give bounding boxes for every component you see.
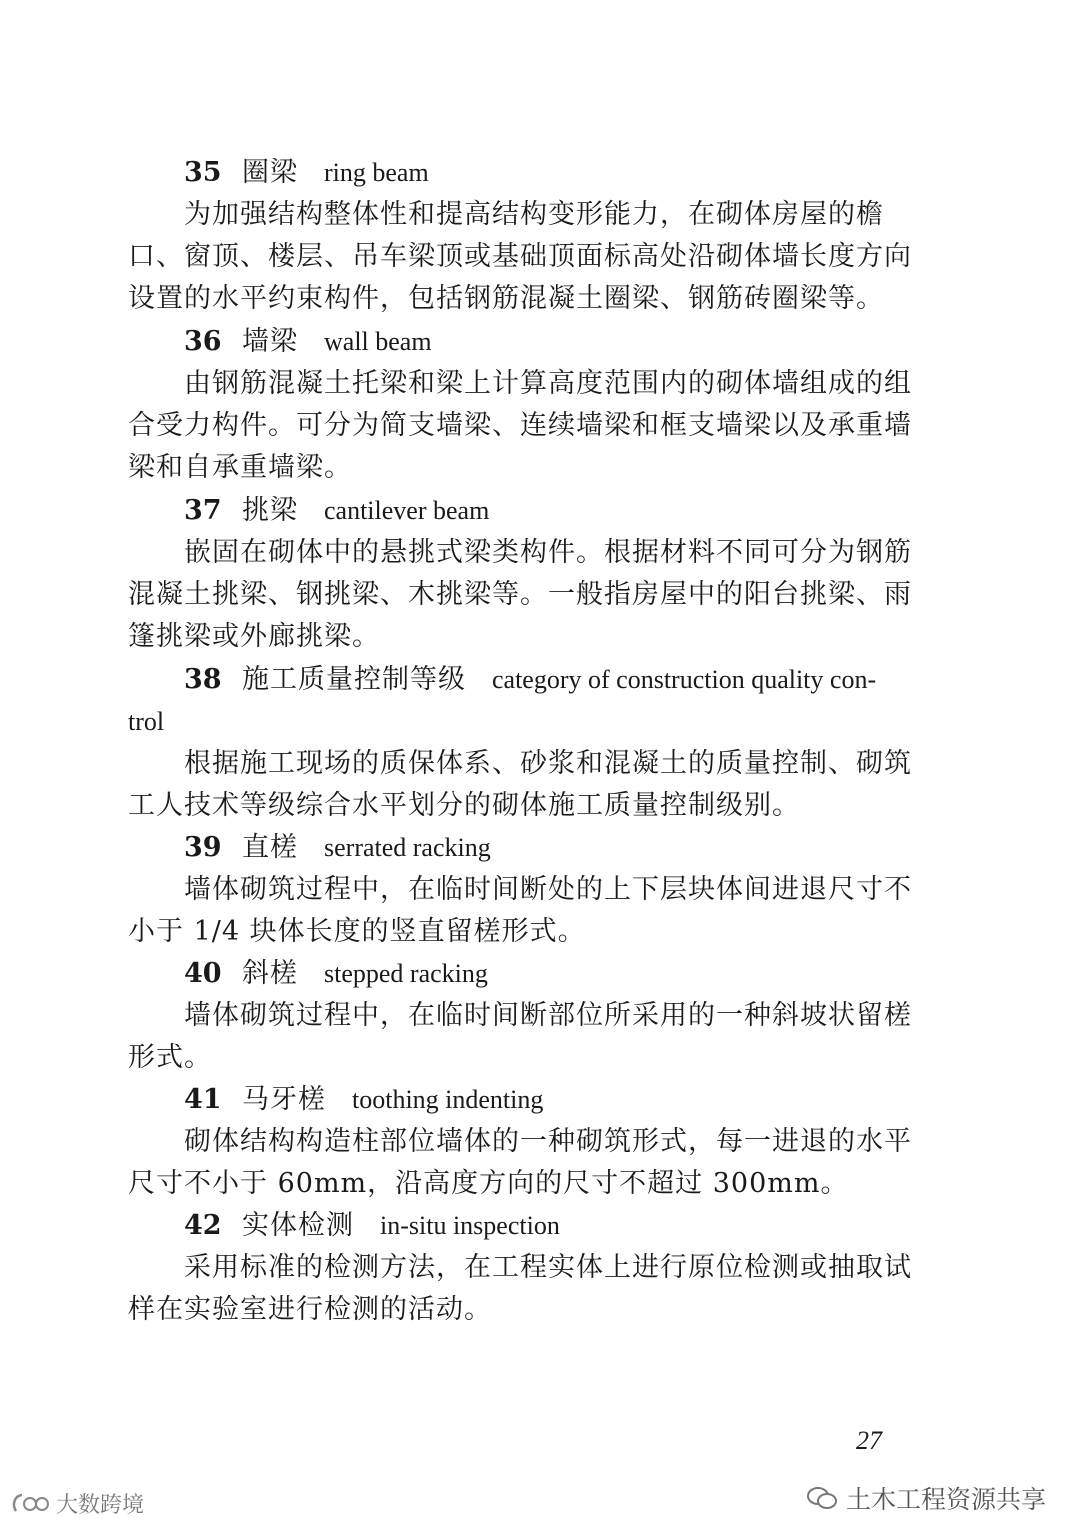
term-number: 35	[184, 157, 222, 188]
definition-line: 混凝土挑梁、钢挑梁、木挑梁等。一般指房屋中的阳台挑梁、雨	[128, 579, 912, 610]
term-number: 41	[184, 1084, 222, 1115]
definition-line: 由钢筋混凝土托梁和梁上计算高度范围内的砌体墙组成的组	[184, 368, 912, 399]
term-heading	[184, 494, 489, 528]
definition-line: 合受力构件。可分为简支墙梁、连续墙梁和框支墙梁以及承重墙	[128, 410, 912, 441]
brand-logo-icon	[10, 1491, 50, 1517]
term-english: ring beam	[324, 158, 429, 187]
definition-line: 样在实验室进行检测的活动。	[128, 1294, 492, 1325]
term-heading	[184, 156, 429, 190]
term-chinese: 马牙槎	[242, 1084, 326, 1115]
definition-line: 墙体砌筑过程中，在临时间断处的上下层块体间进退尺寸不	[184, 874, 912, 905]
definition-line: 工人技术等级综合水平划分的砌体施工质量控制级别。	[128, 790, 800, 821]
definition-line: 形式。	[128, 1042, 212, 1073]
definition-line: 砌体结构构造柱部位墙体的一种砌筑形式，每一进退的水平	[184, 1126, 912, 1157]
term-number: 42	[184, 1210, 222, 1241]
definition-line: 小于 1/4 块体长度的竖直留槎形式。	[128, 916, 586, 947]
term-english: in-situ inspection	[380, 1211, 560, 1240]
term-number: 38	[184, 664, 222, 695]
definition-line: 设置的水平约束构件，包括钢筋混凝土圈梁、钢筋砖圈梁等。	[128, 283, 884, 314]
term-english: category of construction quality con-	[492, 665, 877, 694]
watermark-brand	[10, 1488, 144, 1519]
term-english: wall beam	[324, 327, 432, 356]
term-heading	[184, 1083, 543, 1117]
term-english: serrated racking	[324, 833, 491, 862]
term-number: 37	[184, 495, 222, 526]
term-chinese: 实体检测	[242, 1210, 354, 1241]
definition-line: 口、窗顶、楼层、吊车梁顶或基础顶面标高处沿砌体墙长度方向	[128, 241, 912, 272]
term-heading	[184, 325, 432, 359]
term-english: cantilever beam	[324, 496, 490, 525]
watermark-source	[806, 1480, 1046, 1516]
definition-line: 嵌固在砌体中的悬挑式梁类构件。根据材料不同可分为钢筋	[184, 537, 912, 568]
definition-line: 根据施工现场的质保体系、砂浆和混凝土的质量控制、砌筑	[184, 748, 912, 779]
term-chinese: 墙梁	[242, 326, 298, 357]
term-chinese: 施工质量控制等级	[242, 664, 466, 695]
definition-line: 尺寸不小于 60mm，沿高度方向的尺寸不超过 300mm。	[128, 1168, 849, 1199]
term-number: 40	[184, 958, 222, 989]
wechat-icon	[806, 1485, 838, 1511]
definition-line: 为加强结构整体性和提高结构变形能力，在砌体房屋的檐	[184, 199, 884, 230]
definition-line: 篷挑梁或外廊挑梁。	[128, 621, 380, 652]
term-english: toothing indenting	[352, 1085, 544, 1114]
term-chinese: 斜槎	[242, 958, 298, 989]
term-english: stepped racking	[324, 959, 488, 988]
term-number: 39	[184, 832, 222, 863]
watermark-brand-text: 大数跨境	[56, 1493, 145, 1518]
term-heading	[184, 957, 488, 991]
term-english-continued: trol	[128, 707, 165, 736]
term-heading	[184, 1209, 560, 1243]
watermark-source-text: 土木工程资源共享	[845, 1485, 1046, 1514]
definition-line: 墙体砌筑过程中，在临时间断部位所采用的一种斜坡状留槎	[184, 1000, 912, 1031]
term-number: 36	[184, 326, 222, 357]
term-heading	[184, 831, 491, 865]
definition-line: 梁和自承重墙梁。	[128, 452, 352, 483]
term-chinese: 挑梁	[242, 495, 298, 526]
term-heading	[184, 663, 876, 697]
definition-line: 采用标准的检测方法，在工程实体上进行原位检测或抽取试	[184, 1252, 912, 1283]
term-chinese: 直槎	[242, 832, 298, 863]
page-number: 27	[856, 1426, 882, 1455]
term-chinese: 圈梁	[242, 157, 298, 188]
